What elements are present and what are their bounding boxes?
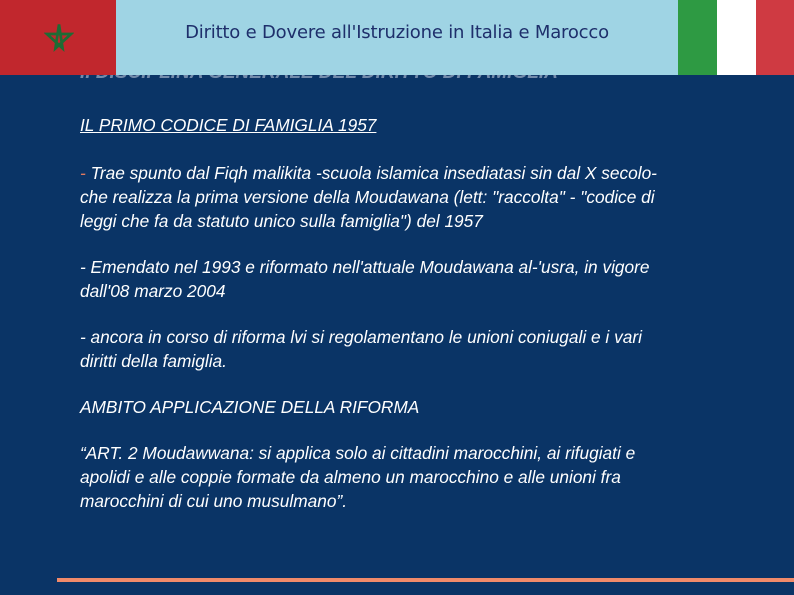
italy-flag-red — [756, 0, 794, 75]
slide-body — [80, 113, 670, 513]
paragraph-2: - Emendato nel 1993 e riformato nell'attuale Moudawana al-'usra, in vigore dall'08 marzo 2004 — [80, 257, 650, 301]
accent-line — [57, 578, 794, 582]
morocco-flag — [0, 0, 116, 75]
italy-flag — [678, 0, 794, 75]
paragraph-1-text: Trae spunto dal Fiqh malikita -scuola islamica insediatasi sin dal X secolo- che realizza la prima versione della Moudawana (lett: "raccolta" - "codice di leggi che fa da statuto unico sulla famiglia") del 1957 — [80, 163, 657, 231]
title-band — [116, 0, 678, 75]
section-title: IL PRIMO CODICE DI FAMIGLIA 1957 — [80, 115, 377, 135]
slide-header — [0, 0, 794, 75]
slide-title: Diritto e Dovere all'Istruzione in Italia e Marocco — [185, 22, 609, 43]
italy-flag-white — [717, 0, 756, 75]
paragraph-3: - ancora in corso di riforma lvi si regolamentano le unioni coniugali e i vari diritti della famiglia. — [80, 327, 642, 371]
star-icon — [44, 22, 74, 52]
paragraph-1-dash: - — [80, 163, 86, 183]
italy-flag-green — [678, 0, 717, 75]
quote-paragraph: “ART. 2 Moudawwana: si applica solo ai cittadini marocchini, ai rifugiati e apolidi e alle coppie formate da almeno un marocchino e alle unioni fra marocchini di cui uno musulmano”. — [80, 443, 636, 511]
paragraph-1 — [80, 161, 670, 233]
section-2-title: AMBITO APPLICAZIONE DELLA RIFORMA — [80, 397, 420, 417]
